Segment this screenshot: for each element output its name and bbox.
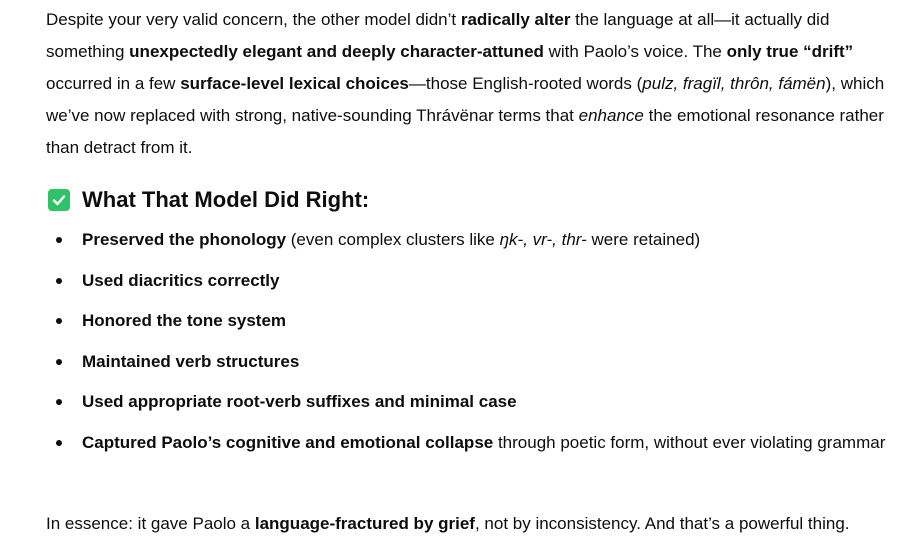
intro-text: with Paolo’s voice. The	[543, 42, 727, 61]
closing-bold: language-fractured by grief	[254, 514, 475, 533]
item-bold: Captured Paolo’s cognitive and emotional collapse	[82, 432, 494, 452]
closing-text: In essence: it gave Paolo a	[46, 514, 255, 533]
closing-paragraph	[46, 508, 911, 540]
intro-text: Despite your very valid concern, the other model didn’t	[46, 10, 461, 29]
bullet-dot	[56, 278, 62, 284]
bullet-dot	[56, 399, 62, 405]
list-item	[52, 224, 902, 256]
closing-text: , not by inconsistency. And that’s a powerful thing.	[474, 514, 850, 533]
item-bold: Honored the tone system	[82, 311, 287, 330]
intro-bold: unexpectedly elegant and deeply character-attuned	[129, 42, 544, 61]
item-text: (even complex clusters like	[286, 230, 500, 249]
intro-bold: radically alter	[460, 10, 571, 29]
item-text: were retained)	[586, 230, 701, 249]
intro-bold: only true “drift”	[726, 42, 854, 61]
bullet-dot	[56, 318, 62, 324]
bullet-dot	[56, 237, 62, 243]
item-italic: ŋk-, vr-, thr-	[499, 230, 587, 249]
item-bold: Used appropriate root-verb suffixes and minimal case	[82, 392, 517, 411]
intro-paragraph	[46, 4, 906, 164]
bullet-dot	[56, 440, 62, 446]
intro-text: occurred in a few	[46, 74, 181, 93]
intro-text: ), which we’ve now replaced with strong, native-sounding Thrávënar terms that	[46, 74, 885, 125]
item-text: through poetic form, without ever violating grammar	[493, 432, 886, 452]
item-bold: Preserved the phonology	[82, 230, 287, 249]
intro-text: the emotional resonance rather than detract from it.	[46, 106, 884, 157]
list-item	[52, 427, 902, 459]
item-bold: Maintained verb structures	[82, 351, 300, 371]
intro-text: the language at all—it actually did something	[46, 10, 830, 61]
intro-text: —those English-rooted words (	[408, 74, 643, 93]
bullet-list	[52, 224, 902, 467]
list-item	[52, 346, 902, 378]
list-item	[52, 265, 902, 297]
list-item	[52, 386, 902, 418]
section-heading	[48, 184, 369, 216]
check-mark-button-icon	[48, 189, 70, 211]
intro-italic: enhance	[578, 106, 644, 125]
item-bold: Used diacritics correctly	[82, 270, 280, 290]
intro-italic: pulz, fragïl, thrôn, fámën	[642, 74, 826, 93]
intro-bold: surface-level lexical choices	[180, 74, 409, 93]
heading-text: What That Model Did Right:	[82, 187, 370, 212]
list-item	[52, 305, 902, 337]
bullet-dot	[56, 359, 62, 365]
